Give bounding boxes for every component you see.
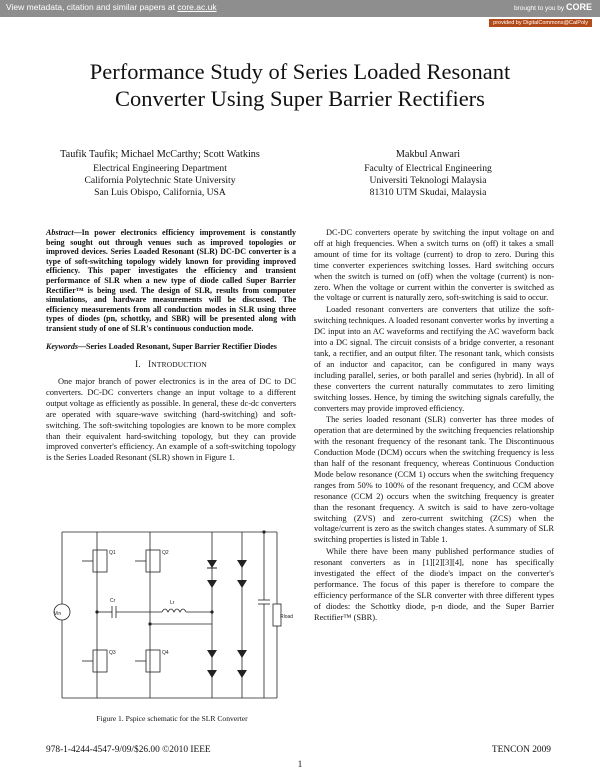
paper-title [40, 58, 560, 112]
label-q1: Q1 [109, 550, 116, 556]
keywords [46, 342, 296, 352]
author-inst-right: Universiti Teknologi Malaysia [369, 175, 487, 186]
section-first-letter: I [148, 359, 152, 370]
right-paragraph-3: The series loaded resonant (SLR) converter has three modes of operation that are determined by the switching frequencies relationship with the resonant frequency of the resonant tank. The Discontinuous Conduction Mode (DCM) occurs when the switching frequency is less than half of the resonant frequency, whereas Continuous Conduction Mode below resonance (CCM 1) occurs when the switching frequency ranges from 50% to 100% of the resonant frequency, and CCM above resonance (CCM 2) occurs when the switching frequency is greater than the resonant frequency. A switch is said to have zero-voltage switching (ZVS) and zero-current switching (ZCS) when the voltage/current is zero as the switch changes states. A summary of SLR switching properties is listed in Table 1. [314, 415, 554, 545]
intro-paragraph: One major branch of power electronics is in the area of DC to DC converters. DC-DC converters change an input voltage to a different output voltage as efficiently as possible. In general, these dc-dc converters are operated with square-wave switching (hard-switching) and soft-switching. The soft-switching topologies are known to be more complex than their equivalent hard-switching topology, but they can provide improved converter's efficiency. An example of a soft-switching topology is the Series Loaded Resonant (SLR) shown in Figure 1. [46, 377, 296, 463]
footer-copyright: 978-1-4244-4547-9/09/$26.00 ©2010 IEEE [46, 745, 211, 755]
banner-left-text: View metadata, citation and similar papers at [6, 2, 175, 12]
keywords-text: —Series Loaded Resonant, Super Barrier Rectifier Diodes [78, 341, 277, 351]
author-dept-right: Faculty of Electrical Engineering [364, 163, 492, 174]
keywords-label: Keywords [46, 341, 78, 351]
label-q4: Q4 [162, 650, 169, 656]
label-cr: Cr [110, 598, 116, 604]
banner-metadata-text [6, 2, 217, 12]
section-heading-introduction [46, 359, 296, 371]
label-q2: Q2 [162, 550, 169, 556]
label-vin: Vin [54, 611, 62, 617]
figure-caption: Figure 1. Pspice schematic for the SLR Converter [96, 714, 248, 723]
author-city-right: 81310 UTM Skudai, Malaysia [369, 187, 487, 198]
label-lr: Lr [170, 600, 175, 606]
title-line-1: Performance Study of Series Loaded Resonant [89, 59, 511, 84]
core-banner [0, 0, 600, 17]
provided-by-badge[interactable]: provided by DigitalCommons@CalPoly [489, 19, 592, 27]
author-city-left: San Luis Obispo, California, USA [94, 187, 226, 198]
section-rest: NTRODUCTION [151, 360, 207, 370]
abstract-label: Abstract [46, 228, 74, 237]
core-logo: CORE [565, 2, 592, 12]
author-names-right: Makbul Anwari [395, 149, 461, 160]
right-paragraph-1: DC-DC converters operate by switching the input voltage on and off at high frequencies. When a switch turns on (off) it takes a small amount of time for its voltage (current) to drop to zero. During this time converter experiences switching losses. Hard switching occurs when the switch is turned on (off) when the voltage (current) is non-zero. When the voltage or current within the converter is switched as the voltage or current is naturally zero, soft-switching is said to occur. [314, 228, 554, 303]
banner-brand[interactable] [514, 2, 592, 12]
author-block-left [40, 149, 280, 199]
author-dept-left: Electrical Engineering Department [93, 163, 227, 174]
footer-conference: TENCON 2009 [491, 745, 551, 755]
author-inst-left: California Polytechnic State University [84, 175, 236, 186]
brought-by-text: brought to you by [513, 5, 565, 12]
label-q3: Q3 [109, 650, 116, 656]
left-column [46, 228, 296, 465]
abstract [46, 228, 296, 334]
abstract-text: —In power electronics efficiency improvement is constantly being sought out through venues such as improved topologies or improved devices. Series Loaded Resonant (SLR) DC-DC converter is a type of soft-switching topology widely known for providing improved efficiency. This paper investigates the efficiency and transient performance of SLR when a new type of diode called Super Barrier Rectifier™ is being used. The design of SLR, results from computer simulations, and hardware measurements will be discussed. The efficiency measurements from all conduction modes in SLR using three types of diodes (pn, schottky, and SBR) will be presented along with transient study of one of SLR's continuous conduction mode. [46, 228, 296, 333]
core-link[interactable]: core.ac.uk [177, 2, 217, 12]
slr-schematic-figure [52, 520, 294, 710]
section-number: I. [135, 359, 141, 370]
page-number: 1 [297, 760, 303, 770]
right-column [314, 228, 554, 625]
author-names-left: Taufik Taufik; Michael McCarthy; Scott Watkins [60, 149, 260, 160]
right-paragraph-4: While there have been many published performance studies of resonant converters as in [1][2][3][4], none has specifically investigated the effect of the diode's impact on the converter's performance. The focus of this paper is therefore to compare the efficiency performance of the SLR converter with three different types of diodes: the Schottky diode, p-n diode, and the Super Barrier Rectifier™ (SBR). [314, 547, 554, 622]
label-rload: Rload [280, 614, 294, 620]
author-block-right [328, 149, 528, 199]
title-line-2: Converter Using Super Barrier Rectifiers [115, 86, 485, 111]
right-paragraph-2: Loaded resonant converters are converters that utilize the soft-switching techniques. A loaded resonant converter works by inverting a DC input into an AC waveforms and rectifying the AC waveform back into a DC signal. The circuit consists of a bridge converter, a resonant tank, a rectifier, and an output filter. The resonant tank, which consists of an inductor and capacitor, can be configured in many ways including parallel, series, or both parallel and series (hybrid). In all of these converters the current naturally commutates to zero limiting switching losses. Hence, by timing the switching signals carefully, the converters may provide improved efficiency. [314, 305, 554, 413]
